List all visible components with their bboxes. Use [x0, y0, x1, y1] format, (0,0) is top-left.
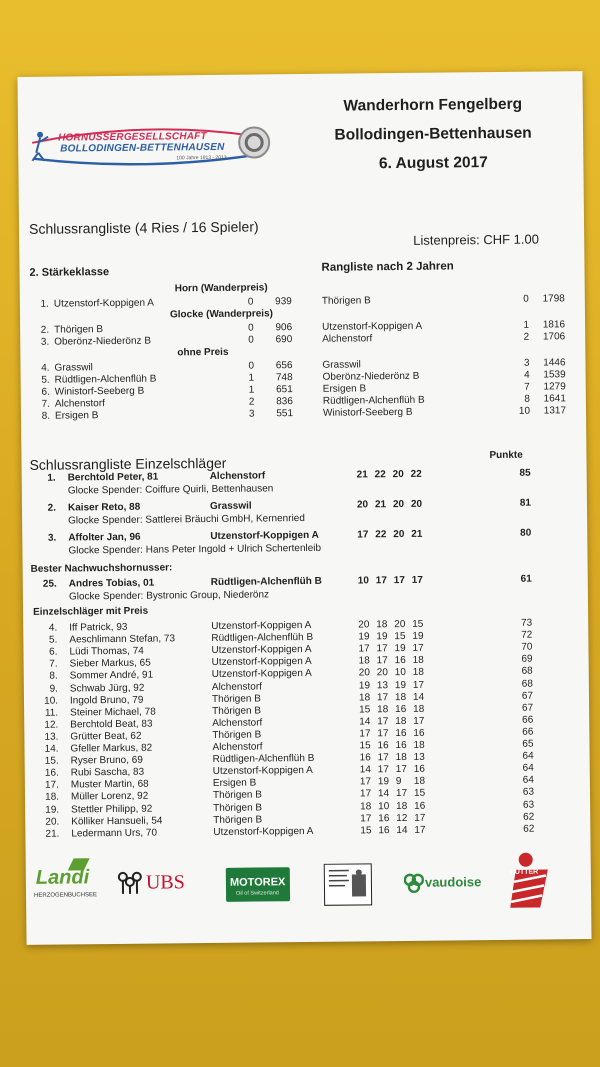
two-year-label: Rangliste nach 2 Jahren [321, 260, 454, 274]
junior-player-rank: 25. [42, 578, 57, 590]
motorex-label: MOTOREX [229, 876, 286, 889]
top-player-score-2: 22 [375, 529, 387, 541]
prize-player-name: Kölliker Hansueli, 54 [71, 815, 163, 828]
prize-player-total: 63 [522, 799, 535, 811]
team-rank: 6. [41, 386, 50, 398]
prize-player-score-2: 17 [376, 643, 388, 655]
top-player-total: 85 [519, 467, 531, 479]
sponsor-vaudoise [404, 872, 484, 897]
prize-player-club: Utzenstorf-Koppigen A [213, 825, 314, 838]
prize-player-total: 68 [521, 678, 533, 690]
two-year-name: Rüdtligen-Alchenflüh B [322, 394, 425, 407]
prize-player-score-2: 19 [376, 631, 388, 643]
prize-player-total: 67 [521, 702, 534, 714]
prize-player-total: 68 [521, 666, 533, 678]
prize-player-score-2: 16 [378, 824, 390, 836]
prize-player-score-4: 18 [412, 655, 424, 667]
prize-player-score-4: 17 [412, 642, 424, 655]
prize-player-score-2: 13 [376, 679, 389, 691]
prize-player-club: Rüdtligen-Alchenflüh B [212, 753, 315, 766]
prize-player-score-2: 16 [378, 812, 390, 824]
prize-player-score-1: 20 [358, 667, 370, 679]
prize-player-score-2: 17 [376, 691, 389, 703]
prize-player-club: Utzenstorf-Koppigen A [211, 644, 312, 657]
top-player-name: Affolter Jan, 96 [68, 531, 141, 544]
team-number: 1 [248, 384, 255, 396]
prize-player-score-3: 19 [394, 643, 406, 655]
two-year-number: 8 [524, 393, 530, 405]
prize-player-score-1: 19 [358, 631, 370, 643]
list-price: Listenpreis: CHF 1.00 [413, 231, 540, 248]
junior-player-total: 61 [520, 573, 532, 585]
prize-player-score-1: 17 [359, 788, 372, 800]
top-player-score-4: 21 [411, 528, 423, 540]
team-number: 0 [247, 296, 254, 308]
prize-player-total: 64 [522, 762, 534, 774]
two-year-name: Ersigen B [322, 383, 367, 395]
team-name: Ersigen B [54, 410, 99, 422]
junior-player-name: Andres Tobias, 01 [68, 577, 155, 590]
points-label: Punkte [489, 449, 523, 462]
top-player-score-2: 21 [374, 499, 387, 511]
prize-player-name: Steiner Michael, 78 [70, 706, 156, 719]
team-points: 656 [275, 360, 293, 372]
prize-player-score-4: 18 [412, 667, 424, 679]
top-player-club: Utzenstorf-Koppigen A [210, 529, 319, 542]
prize-player-score-1: 17 [360, 812, 372, 825]
prize-player-name: Rubi Sascha, 83 [70, 766, 145, 779]
prize-player-name: Aeschlimann Stefan, 73 [69, 633, 176, 646]
hutter-logo-icon [510, 851, 555, 907]
prize-player-rank: 14. [44, 743, 59, 755]
prize-player-score-1: 19 [358, 679, 371, 691]
team-number: 0 [248, 322, 254, 334]
two-year-number: 3 [523, 357, 530, 369]
prize-player-score-3: 18 [394, 691, 407, 703]
team-name: Winistorf-Seeberg B [54, 385, 145, 398]
prize-player-total: 73 [521, 617, 533, 629]
team-points: 836 [276, 396, 293, 408]
prize-player-club: Utzenstorf-Koppigen A [211, 668, 312, 681]
top-player-sponsor: Glocke Spender: Sattlerei Bräuchi GmbH, Kernenried [68, 512, 305, 527]
sponsor-small-logo [324, 863, 372, 906]
two-year-name: Utzenstorf-Koppigen A [322, 320, 423, 333]
prize-player-club: Utzenstorf-Koppigen A [211, 619, 312, 632]
prize-player-score-3: 16 [394, 655, 406, 667]
prize-player-score-1: 15 [360, 825, 372, 837]
two-year-number: 0 [523, 293, 529, 305]
top-player-total: 81 [519, 497, 532, 509]
top-player-score-1: 17 [357, 529, 369, 541]
junior-label: Bester Nachwuchshornusser: [30, 562, 173, 575]
sponsor-landi [34, 856, 96, 905]
prize-player-score-2: 18 [376, 619, 388, 631]
prize-player-score-1: 15 [359, 704, 371, 716]
prize-player-score-2: 19 [377, 776, 390, 788]
prize-player-score-2: 17 [376, 655, 388, 667]
prize-player-rank: 13. [44, 731, 59, 743]
prize-player-score-1: 17 [359, 776, 372, 788]
prize-player-name: Schwab Jürg, 92 [69, 682, 145, 694]
junior-player-sponsor: Glocke Spender: Bystronic Group, Niederönz [68, 589, 270, 603]
team-rank: 3. [40, 336, 50, 348]
prize-player-name: Muster Martin, 68 [70, 778, 149, 791]
prize-player-rank: 21. [45, 828, 60, 840]
team-rank: 7. [41, 398, 50, 410]
top-player-score-1: 20 [356, 499, 369, 511]
prize-player-score-2: 18 [377, 703, 389, 715]
prize-player-rank: 11. [44, 707, 59, 719]
team-name: Utzenstorf-Koppigen A [53, 297, 154, 310]
prize-player-name: Müller Lorenz, 92 [70, 791, 149, 803]
two-year-points: 1816 [542, 319, 566, 331]
prize-player-score-4: 15 [413, 788, 426, 800]
prize-player-rank: 8. [49, 670, 58, 683]
prize-player-total: 66 [522, 714, 534, 726]
prize-player-score-1: 18 [360, 800, 372, 812]
prize-player-score-3: 18 [395, 715, 407, 727]
landi-label: Landi [35, 866, 90, 889]
prize-player-score-3: 16 [395, 727, 407, 739]
team-number: 1 [248, 372, 255, 384]
prize-player-score-3: 9 [395, 776, 402, 788]
prize-player-club: Thörigen B [212, 729, 262, 741]
top-player-club: Grasswil [209, 500, 252, 512]
prize-player-score-3: 10 [394, 667, 406, 679]
two-year-name: Thörigen B [321, 295, 371, 307]
prize-player-score-1: 17 [358, 643, 370, 655]
sponsor-hutter [510, 851, 555, 907]
prize-player-score-1: 14 [359, 764, 371, 776]
prize-player-score-2: 20 [376, 667, 388, 679]
prize-player-score-2: 17 [377, 728, 389, 740]
prize-player-rank: 7. [49, 658, 58, 670]
prize-player-name: Iff Patrick, 93 [69, 621, 128, 634]
prize-player-score-1: 17 [359, 728, 371, 740]
prize-player-rank: 18. [45, 791, 60, 804]
logo-line-3: 100 Jahre 1913 - 2013 [176, 154, 227, 162]
prize-player-score-1: 15 [359, 740, 371, 752]
prize-player-score-2: 17 [377, 764, 389, 776]
prize-player-score-2: 17 [377, 752, 389, 764]
two-year-number: 2 [523, 331, 530, 343]
prize-player-club: Thörigen B [212, 789, 262, 802]
team-name: Oberönz-Niederönz B [54, 335, 152, 348]
prize-player-score-2: 14 [377, 788, 390, 800]
prize-player-score-2: 17 [377, 715, 389, 728]
prize-player-score-1: 18 [358, 691, 371, 704]
prize-player-score-4: 17 [413, 715, 425, 727]
top-player-name: Berchtold Peter, 81 [67, 471, 159, 484]
top-player-score-3: 20 [393, 528, 405, 541]
two-year-points: 1539 [543, 369, 566, 381]
prize-player-score-4: 18 [413, 703, 425, 715]
team-points: 939 [275, 296, 292, 308]
event-title: Wanderhorn Fengelberg [343, 95, 523, 115]
two-year-name: Winistorf-Seeberg B [322, 406, 413, 419]
team-points: 690 [275, 334, 293, 346]
prize-player-score-4: 18 [413, 776, 426, 788]
group-ohne-preis: ohne Preis [177, 346, 229, 359]
prize-player-score-2: 16 [377, 740, 389, 752]
ubs-label: UBS [145, 871, 185, 894]
prize-player-score-1: 18 [358, 655, 370, 667]
junior-player-score-4: 17 [411, 574, 423, 586]
prize-player-score-4: 16 [414, 800, 426, 812]
prize-player-total: 72 [521, 629, 533, 641]
top-player-club: Alchenstorf [209, 470, 266, 482]
two-year-points: 1446 [543, 357, 566, 369]
two-year-row [20, 293, 585, 311]
junior-player-club: Rüdtligen-Alchenflüh B [210, 575, 322, 588]
team-name: Thörigen B [54, 324, 104, 336]
team-number: 2 [248, 396, 255, 408]
prize-player-score-3: 17 [395, 788, 408, 800]
prize-player-club: Alchenstorf [212, 717, 263, 729]
prize-player-score-2: 10 [378, 800, 390, 812]
with-prize-label: Einzelschläger mit Preis [33, 605, 149, 618]
prize-player-score-4: 19 [412, 630, 424, 642]
team-rank: 2. [40, 324, 50, 336]
prize-player-total: 62 [523, 811, 535, 823]
prize-player-score-1: 20 [358, 619, 370, 631]
team-number: 3 [248, 408, 255, 420]
junior-player-score-2: 17 [375, 575, 387, 587]
prize-player-rank: 20. [45, 816, 60, 828]
prize-player-score-4: 18 [413, 739, 425, 751]
prize-player-score-1: 14 [359, 716, 371, 728]
class-label: 2. Stärkeklasse [29, 266, 110, 279]
two-year-points: 1798 [542, 293, 565, 305]
team-rank: 5. [41, 374, 50, 386]
team-rank: 1. [40, 298, 49, 310]
team-points: 748 [275, 372, 293, 384]
prize-player-name: Stettler Philipp, 92 [71, 803, 153, 815]
two-year-number: 10 [518, 405, 531, 417]
prize-player-score-4: 16 [413, 763, 425, 776]
top-player-total: 80 [520, 527, 532, 539]
two-year-number: 4 [524, 369, 530, 381]
prize-player-name: Ledermann Urs, 70 [71, 827, 158, 840]
two-year-name: Oberönz-Niederönz B [322, 370, 420, 383]
prize-player-rank: 16. [44, 767, 59, 779]
prize-player-rank: 19. [45, 804, 60, 816]
prize-player-name: Grütter Beat, 62 [70, 730, 142, 743]
team-points: 551 [276, 408, 294, 420]
prize-player-total: 70 [521, 641, 533, 653]
logo-line-2: BOLLODINGEN-BETTENHAUSEN [60, 141, 225, 155]
junior-player-score-1: 10 [357, 575, 369, 587]
top-player-sponsor: Glocke Spender: Hans Peter Ingold + Ulrich Schertenleib [68, 542, 322, 557]
prize-player-score-3: 14 [396, 824, 408, 836]
prize-player-rank: 4. [48, 622, 58, 634]
top-player-score-3: 20 [392, 498, 405, 511]
prize-player-club: Thörigen B [211, 693, 261, 705]
prize-player-score-4: 13 [413, 751, 425, 763]
prize-player-rank: 9. [49, 683, 58, 695]
prize-player-score-3: 15 [394, 631, 406, 643]
prize-player-score-3: 20 [394, 618, 406, 631]
prize-player-score-4: 14 [412, 691, 425, 703]
junior-player-score-3: 17 [393, 574, 405, 587]
landi-sub: HERZOGENBUCHSEE [34, 892, 98, 899]
individual-ranking-title: Schlussrangliste Einzelschläger [29, 454, 227, 473]
prize-player-club: Alchenstorf [211, 680, 262, 693]
top-player-rank: 1. [47, 472, 56, 484]
team-points: 906 [275, 322, 293, 334]
team-number: 0 [248, 360, 255, 372]
prize-player-score-4: 17 [414, 824, 426, 836]
top-player-sponsor: Glocke Spender: Coiffure Quirli, Bettenhausen [67, 483, 274, 497]
two-year-points: 1317 [543, 405, 567, 417]
prize-player-club: Rüdtligen-Alchenflüh B [211, 632, 314, 645]
sponsor-motorex [226, 867, 290, 902]
prize-player-score-4: 16 [413, 727, 425, 739]
team-name: Grasswil [54, 362, 93, 374]
prize-player-score-3: 18 [395, 752, 407, 764]
prize-player-name: Berchtold Beat, 83 [70, 718, 153, 731]
prize-player-total: 67 [521, 690, 534, 702]
top-player-rank: 3. [47, 532, 57, 544]
top-player-name: Kaiser Reto, 88 [67, 501, 141, 514]
top-player-score-4: 22 [410, 468, 422, 480]
prize-player-score-3: 16 [395, 703, 407, 715]
prize-player-score-4: 15 [412, 618, 424, 630]
prize-player-total: 64 [522, 774, 534, 787]
prize-player-rank: 10. [44, 695, 59, 707]
team-rank: 4. [41, 362, 50, 374]
two-year-points: 1279 [543, 381, 566, 393]
prize-player-name: Gfeller Markus, 82 [70, 742, 153, 755]
event-date: 6. August 2017 [378, 154, 488, 173]
ubs-keys-icon [116, 870, 144, 896]
vaudoise-clover-icon [404, 873, 424, 893]
team-ranking-title: Schlussrangliste (4 Ries / 16 Spieler) [28, 218, 259, 237]
prize-player-club: Ersigen B [212, 777, 257, 790]
prize-player-club: Utzenstorf-Koppigen A [211, 656, 312, 669]
prize-player-score-3: 12 [396, 812, 408, 824]
prize-player-club: Thörigen B [213, 801, 263, 814]
prize-player-total: 65 [522, 738, 534, 750]
top-player-score-4: 20 [410, 498, 423, 510]
group-horn: Horn (Wanderpreis) [174, 282, 268, 295]
top-player-score-2: 22 [374, 469, 386, 481]
prize-player-score-4: 17 [414, 812, 426, 824]
prize-player-rank: 6. [49, 646, 58, 658]
team-number: 0 [248, 334, 254, 346]
prize-player-score-3: 16 [395, 739, 407, 752]
vaudoise-label: vaudoise [424, 874, 482, 890]
prize-player-total: 66 [522, 726, 534, 738]
two-year-points: 1706 [542, 331, 566, 343]
two-year-name: Grasswil [322, 359, 361, 371]
sponsor-ubs [116, 869, 196, 900]
prize-player-name: Lüdi Thomas, 74 [69, 645, 144, 658]
top-player-rank: 2. [47, 502, 57, 514]
prize-player-club: Thörigen B [212, 705, 262, 717]
prize-player-total: 64 [522, 750, 534, 762]
team-rank: 8. [41, 410, 51, 422]
team-name: Alchenstorf [54, 398, 105, 410]
top-player-score-3: 20 [392, 468, 404, 481]
prize-player-total: 69 [521, 653, 533, 666]
prize-player-score-3: 19 [394, 679, 407, 691]
prize-player-name: Sommer André, 91 [69, 669, 154, 682]
prize-player-rank: 17. [44, 779, 59, 792]
two-year-number: 7 [524, 381, 530, 393]
prize-player-rank: 5. [48, 634, 58, 646]
prize-player-rank: 12. [44, 719, 59, 731]
prize-player-club: Alchenstorf [212, 741, 263, 753]
prize-player-total: 62 [523, 823, 535, 835]
sponsor-document-icon [325, 864, 371, 904]
prize-player-score-4: 17 [412, 679, 425, 691]
logo-line-1: HORNUSSERGESELLSCHAFT [58, 131, 207, 144]
hutter-label: HUTTER [509, 868, 539, 876]
motorex-sub: Oil of Switzerland [236, 890, 279, 897]
two-year-points: 1641 [543, 393, 566, 405]
team-points: 651 [276, 384, 293, 396]
prize-player-score-1: 16 [359, 752, 371, 764]
prize-player-club: Thörigen B [213, 814, 263, 826]
prize-player-name: Sieber Markus, 65 [69, 657, 151, 670]
two-year-number: 1 [523, 319, 530, 331]
prize-player-score-3: 18 [396, 800, 408, 812]
prize-player-score-3: 17 [395, 764, 407, 776]
top-player-score-1: 21 [356, 469, 368, 481]
club-logo [26, 112, 277, 177]
group-glocke: Glocke (Wanderpreis) [169, 308, 274, 321]
prize-player-total: 63 [522, 787, 535, 799]
prize-player-name: Ingold Bruno, 79 [69, 694, 144, 707]
prize-player-club: Utzenstorf-Koppigen A [212, 765, 313, 778]
prize-player-rank: 15. [44, 755, 59, 767]
prize-player-name: Ryser Bruno, 69 [70, 754, 143, 767]
team-name: Rüdtligen-Alchenflüh B [54, 373, 157, 386]
two-year-name: Alchenstorf [322, 333, 373, 345]
event-location: Bollodingen-Bettenhausen [334, 124, 532, 144]
results-sheet [17, 71, 591, 945]
